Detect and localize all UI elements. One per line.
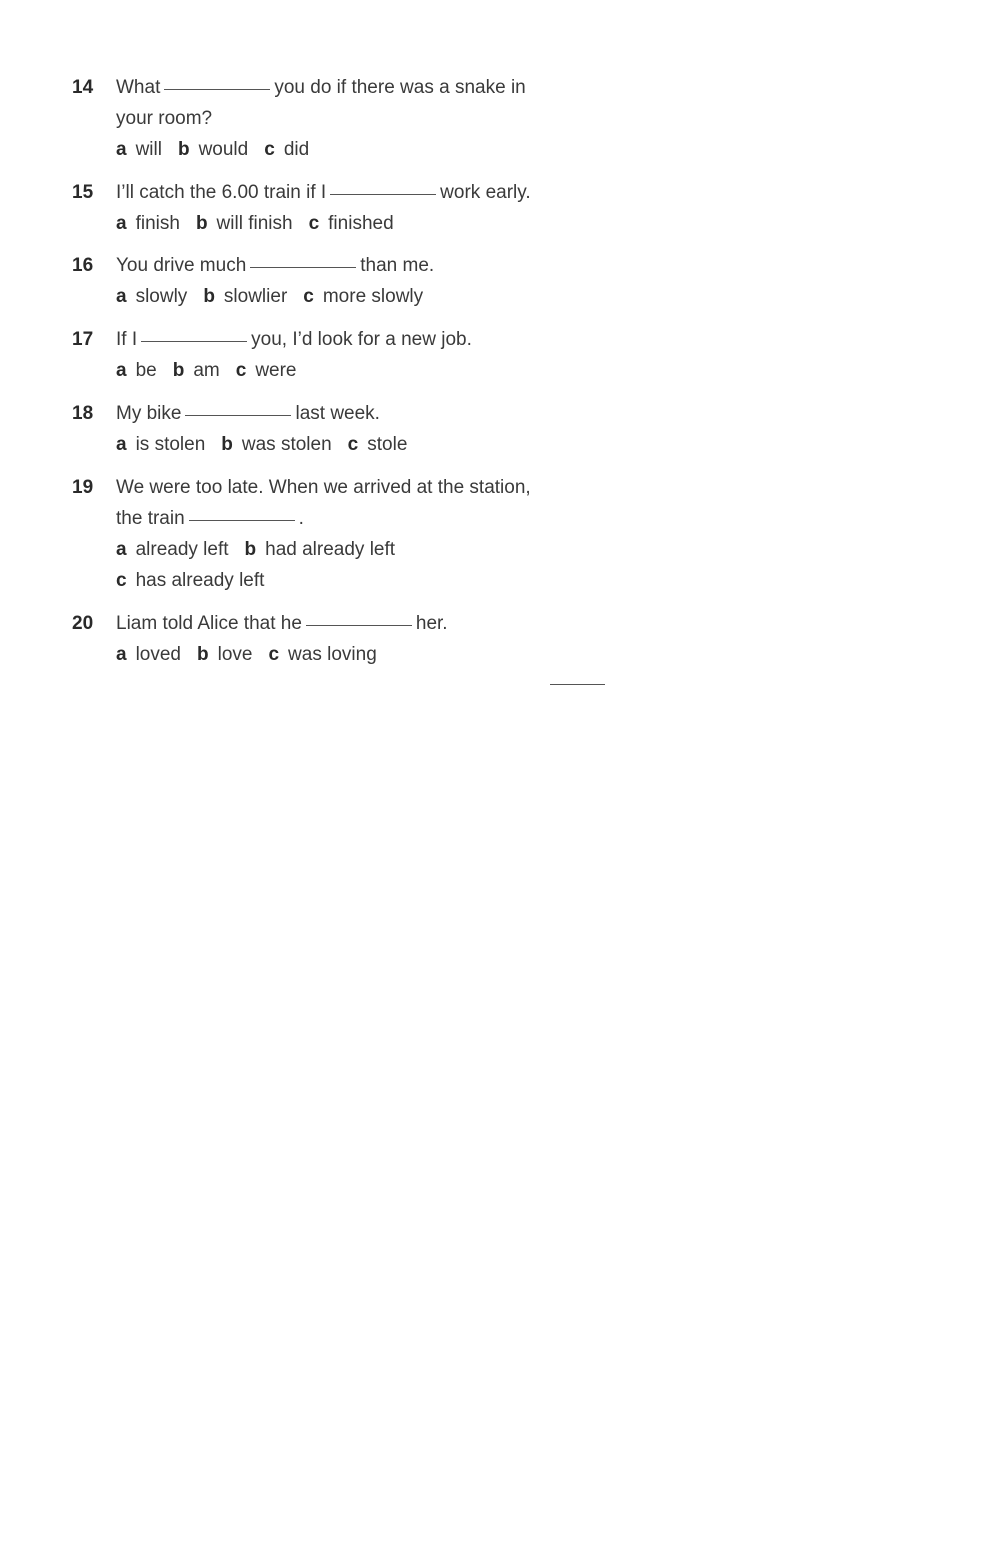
- option-letter: b: [244, 539, 257, 560]
- option-letter: b: [221, 434, 233, 455]
- question-text-line: [116, 503, 556, 534]
- option-letter: a: [116, 286, 127, 307]
- answer-option[interactable]: [303, 281, 423, 312]
- option-letter: c: [264, 139, 275, 160]
- answer-option[interactable]: [197, 639, 252, 670]
- option-text: finished: [328, 213, 394, 234]
- question-body: [116, 608, 556, 670]
- question-text-line: [116, 250, 556, 281]
- question-body: [116, 177, 556, 239]
- question-text-after: her.: [415, 613, 448, 634]
- question-text-before: the train: [116, 508, 185, 529]
- question-body: [116, 398, 556, 460]
- answer-option[interactable]: [236, 355, 297, 386]
- answer-option[interactable]: [309, 208, 394, 239]
- answer-option[interactable]: [203, 281, 287, 312]
- option-text: did: [283, 139, 310, 160]
- question-text-line: [116, 177, 556, 208]
- answer-option[interactable]: [116, 429, 205, 460]
- question-text-line: [116, 72, 556, 103]
- question-text-after: than me.: [360, 255, 435, 276]
- option-text: will finish: [216, 213, 293, 234]
- option-row: [116, 355, 556, 386]
- answer-blank[interactable]: [141, 340, 247, 342]
- option-letter: c: [347, 434, 359, 455]
- option-text: was stolen: [241, 434, 332, 455]
- question-body: [116, 250, 556, 312]
- question-text-after: .: [298, 508, 304, 529]
- option-row: [116, 565, 556, 596]
- question-body: [116, 472, 556, 596]
- option-text: stole: [367, 434, 408, 455]
- option-letter: b: [203, 286, 215, 307]
- option-letter: a: [116, 644, 127, 665]
- answer-blank[interactable]: [185, 414, 291, 416]
- option-text: am: [193, 360, 220, 381]
- option-text: were: [255, 360, 297, 381]
- question-number: 18: [72, 403, 94, 424]
- option-letter: a: [116, 539, 127, 560]
- question-text-line: [116, 398, 556, 429]
- question-body: [116, 72, 556, 165]
- option-row: [116, 134, 556, 165]
- option-text: more slowly: [322, 286, 424, 307]
- question-text-line: [116, 472, 556, 503]
- option-text: already left: [135, 539, 229, 560]
- option-text: will: [135, 139, 162, 160]
- option-row: [116, 281, 556, 312]
- question-text-before: Liam told Alice that he: [116, 613, 302, 634]
- option-letter: c: [303, 286, 314, 307]
- question-text: your room?: [116, 108, 213, 129]
- question-number: 14: [72, 77, 94, 98]
- answer-blank[interactable]: [189, 519, 295, 521]
- option-row: [116, 534, 556, 565]
- question-text-before: If I: [116, 329, 138, 350]
- option-letter: a: [116, 360, 127, 381]
- question-text-line: [116, 103, 556, 134]
- answer-option[interactable]: [348, 429, 408, 460]
- option-letter: a: [116, 139, 127, 160]
- option-text: slowly: [135, 286, 188, 307]
- answer-option[interactable]: [178, 134, 248, 165]
- answer-option[interactable]: [196, 208, 293, 239]
- option-row: [116, 639, 556, 670]
- option-letter: c: [308, 213, 320, 234]
- question-body: [116, 324, 556, 386]
- option-text: had already left: [265, 539, 396, 560]
- question-text-after: last week.: [295, 403, 380, 424]
- option-text: be: [135, 360, 157, 381]
- question-text-after: you do if there was a snake in: [274, 77, 526, 98]
- option-letter: c: [235, 360, 247, 381]
- option-text: was loving: [288, 644, 377, 665]
- option-text: loved: [135, 644, 181, 665]
- question-number: 17: [72, 329, 94, 350]
- answer-option[interactable]: [116, 639, 181, 670]
- question-number: 16: [72, 255, 94, 276]
- question-text-after: work early.: [440, 182, 531, 203]
- option-letter: b: [197, 644, 209, 665]
- question-number: 20: [72, 613, 94, 634]
- answer-blank[interactable]: [164, 88, 270, 90]
- question-text-before: What: [116, 77, 161, 98]
- answer-blank[interactable]: [306, 624, 412, 626]
- answer-option[interactable]: [116, 355, 157, 386]
- option-row: [116, 208, 556, 239]
- question-number: 15: [72, 182, 94, 203]
- question-text-line: [116, 608, 556, 639]
- answer-option[interactable]: [116, 565, 264, 596]
- option-row: [116, 429, 556, 460]
- answer-blank[interactable]: [330, 193, 436, 195]
- question-text-before: You drive much: [116, 255, 247, 276]
- option-letter: a: [116, 434, 127, 455]
- option-text: is stolen: [135, 434, 206, 455]
- answer-option[interactable]: [221, 429, 331, 460]
- question-text-before: My bike: [116, 403, 182, 424]
- option-text: finish: [135, 213, 180, 234]
- option-letter: c: [116, 570, 127, 591]
- option-letter: c: [268, 644, 280, 665]
- option-text: love: [217, 644, 253, 665]
- question-number: 19: [72, 477, 94, 498]
- option-letter: b: [172, 360, 185, 381]
- question-text: We were too late. When we arrived at the station,: [116, 477, 531, 498]
- question-text-line: [116, 324, 556, 355]
- answer-option[interactable]: [116, 534, 229, 565]
- option-text: has already left: [135, 570, 265, 591]
- option-text: would: [198, 139, 249, 160]
- answer-option[interactable]: [116, 281, 187, 312]
- question-text-after: you, I’d look for a new job.: [251, 329, 472, 350]
- answer-option[interactable]: [245, 534, 396, 565]
- answer-blank[interactable]: [250, 266, 356, 268]
- answer-option[interactable]: [264, 134, 309, 165]
- score-line: [550, 684, 605, 685]
- option-letter: b: [195, 213, 208, 234]
- option-letter: a: [116, 213, 127, 234]
- answer-option[interactable]: [116, 208, 180, 239]
- answer-option[interactable]: [173, 355, 220, 386]
- option-text: slowlier: [223, 286, 288, 307]
- answer-option[interactable]: [116, 134, 162, 165]
- option-letter: b: [177, 139, 190, 160]
- answer-option[interactable]: [268, 639, 376, 670]
- question-text-before: I’ll catch the 6.00 train if I: [116, 182, 327, 203]
